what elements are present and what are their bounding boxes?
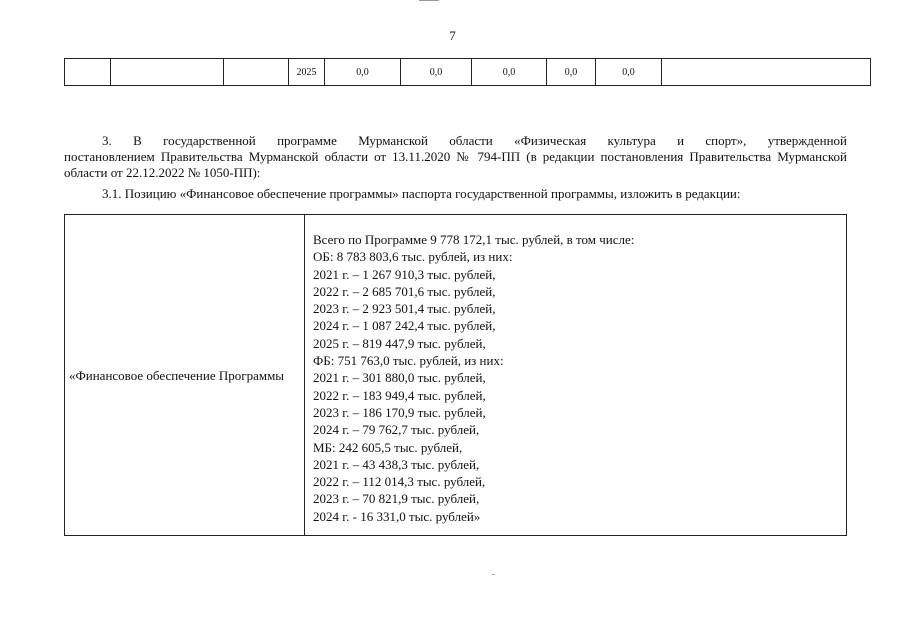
paragraph-3-1: 3.1. Позицию «Финансовое обеспечение программы» паспорта государственной программы, изложить в редакции: <box>102 186 741 201</box>
funding-line: 2024 г. – 79 762,7 тыс. рублей, <box>313 422 480 438</box>
funding-line: МБ: 242 605,5 тыс. рублей, <box>313 439 463 455</box>
funding-line: 2023 г. – 2 923 501,4 тыс. рублей, <box>313 301 496 317</box>
passport-funding-list <box>305 215 846 525</box>
table-cell <box>65 59 111 86</box>
funding-line: 2024 г. - 16 331,0 тыс. рублей» <box>313 508 481 524</box>
passport-table <box>64 214 847 536</box>
table-cell <box>111 59 224 86</box>
funding-line: 2023 г. – 70 821,9 тыс. рублей, <box>313 491 480 507</box>
scan-mark <box>419 0 439 1</box>
paragraph-3 <box>64 133 847 181</box>
paragraph-3-first-line: 3. В государственной программе Мурманской области «Физическая культура и спорт», утвержденной <box>102 133 847 148</box>
funding-line: 2022 г. – 2 685 701,6 тыс. рублей, <box>313 283 496 299</box>
funding-line: ФБ: 751 763,0 тыс. рублей, из них: <box>313 353 504 369</box>
funding-line: 2023 г. – 186 170,9 тыс. рублей, <box>313 404 486 420</box>
scan-mark <box>492 574 495 575</box>
passport-label: «Финансовое обеспечение Программы <box>69 367 285 383</box>
funding-line: 2024 г. – 1 087 242,4 тыс. рублей, <box>313 318 496 334</box>
funding-line: 2022 г. – 112 014,3 тыс. рублей, <box>313 474 486 490</box>
funding-line: ОБ: 8 783 803,6 тыс. рублей, из них: <box>313 249 513 265</box>
funding-line: 2021 г. – 1 267 910,3 тыс. рублей, <box>313 266 496 282</box>
funding-line: 2021 г. – 301 880,0 тыс. рублей, <box>313 370 486 386</box>
passport-label-cell <box>65 215 305 536</box>
value-cell: 0,0 <box>325 59 401 86</box>
table-cell <box>224 59 289 86</box>
funding-line: Всего по Программе 9 778 172,1 тыс. рублей, в том числе: <box>313 232 635 247</box>
paragraph-3-continuation: постановлением Правительства Мурманской области от 13.11.2020 № 794-ПП (в редакции постановления Правительства Мурманской области от 22.12.2022 № 1050-ПП): <box>64 149 847 180</box>
value-cell: 0,0 <box>596 59 662 86</box>
funding-line: 2022 г. – 183 949,4 тыс. рублей, <box>313 387 486 403</box>
table-cell <box>662 59 871 86</box>
funding-line: 2021 г. – 43 438,3 тыс. рублей, <box>313 456 480 472</box>
value-cell: 0,0 <box>547 59 596 86</box>
value-cell: 0,0 <box>401 59 472 86</box>
passport-value-cell <box>305 215 847 536</box>
value-cell: 0,0 <box>472 59 547 86</box>
funding-line: 2025 г. – 819 447,9 тыс. рублей, <box>313 335 486 351</box>
page-number: 7 <box>449 28 456 43</box>
year-cell: 2025 <box>289 59 325 86</box>
budget-table-row <box>64 58 871 86</box>
